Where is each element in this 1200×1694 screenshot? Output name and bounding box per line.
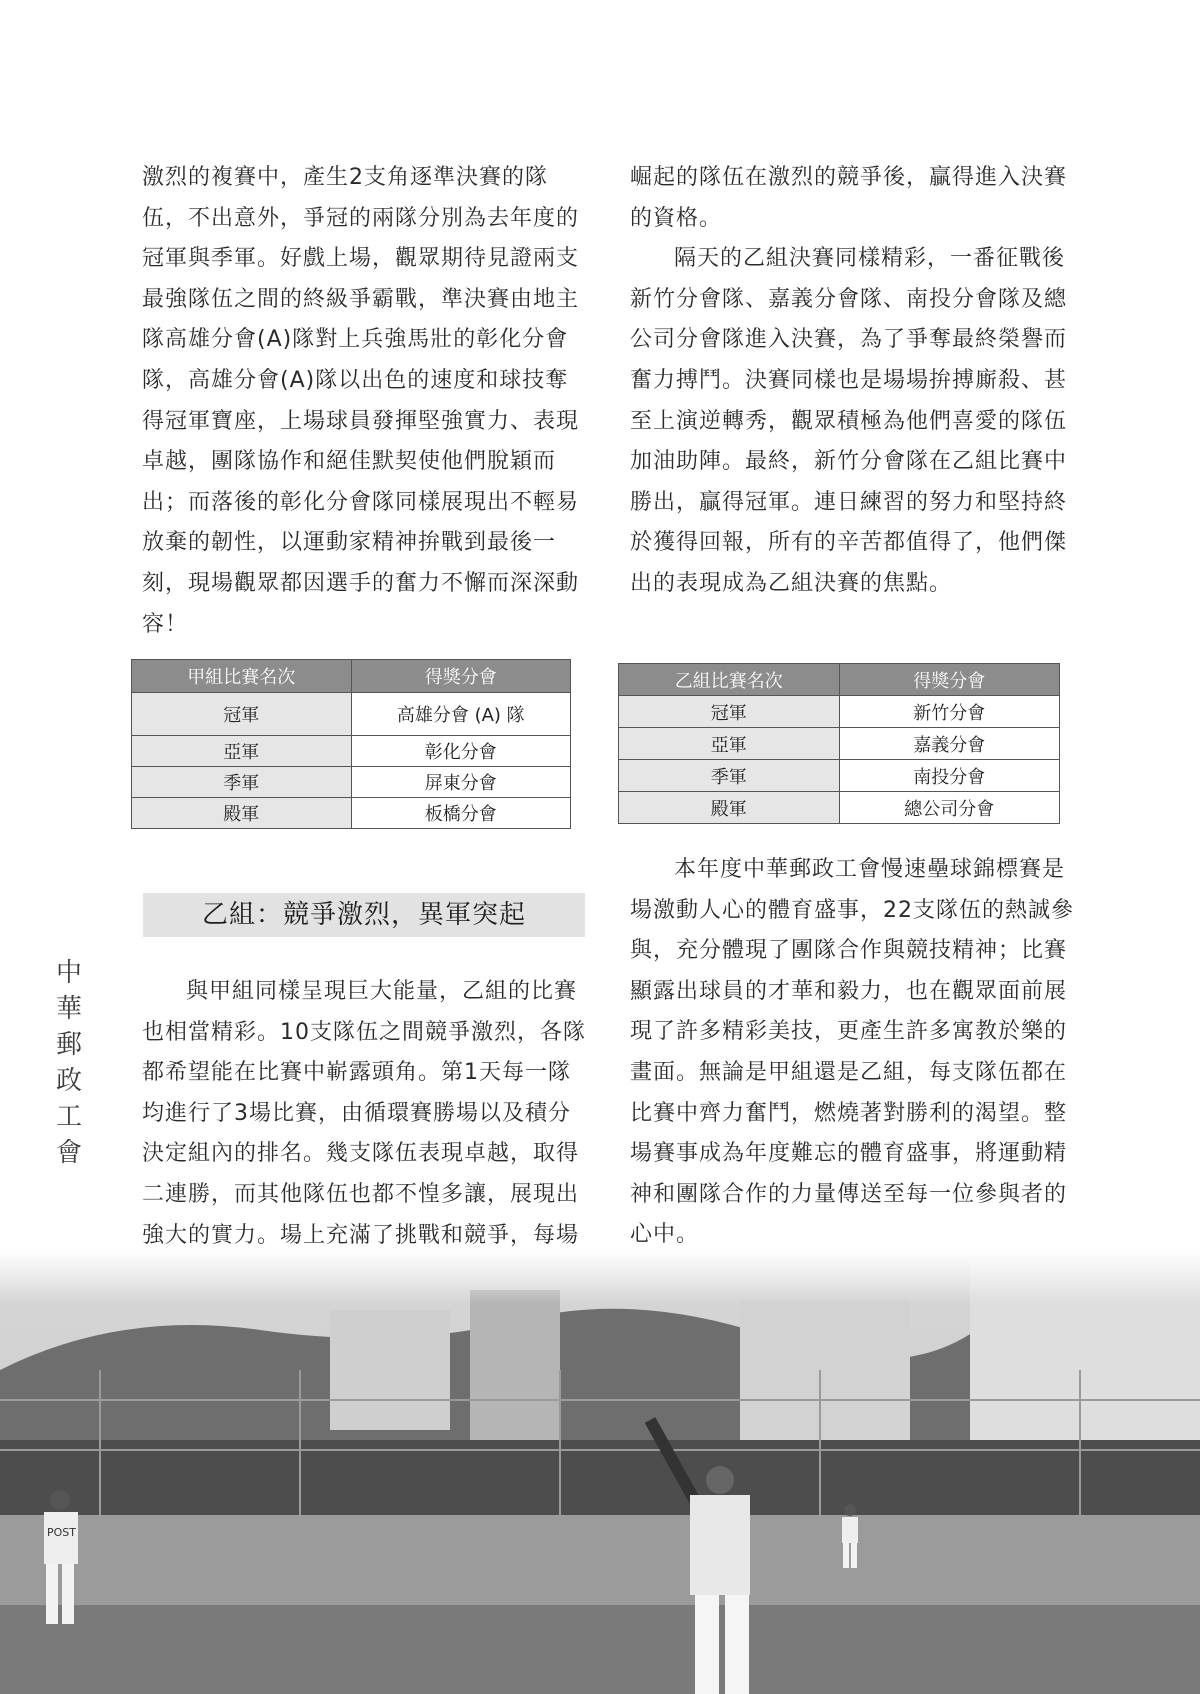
rank-cell: 冠軍 bbox=[619, 696, 840, 728]
branch-cell: 南投分會 bbox=[839, 760, 1060, 792]
rank-cell: 殿軍 bbox=[619, 792, 840, 824]
table-header: 得獎分會 bbox=[839, 664, 1060, 696]
branch-cell: 板橋分會 bbox=[351, 798, 571, 829]
side-title-char: 工 bbox=[55, 1102, 82, 1132]
vertical-side-title bbox=[52, 955, 86, 1171]
table-header: 得獎分會 bbox=[351, 660, 571, 693]
table-row bbox=[619, 696, 1060, 728]
photo-fade bbox=[0, 1250, 1200, 1694]
branch-cell: 彰化分會 bbox=[351, 736, 571, 767]
table-row bbox=[619, 728, 1060, 760]
branch-cell: 高雄分會 (A) 隊 bbox=[351, 693, 571, 736]
body-paragraph: 隔天的乙組決賽同樣精彩，一番征戰後新竹分會隊、嘉義分會隊、南投分會隊及總公司分會隊進入決賽，為了爭奪最終榮譽而奮力搏鬥。決賽同樣也是場場拚搏廝殺、甚至上演逆轉秀，觀眾積極為他們喜愛的隊伍加油助陣。最終，新竹分會隊在乙組比賽中勝出，贏得冠軍。連日練習的努力和堅持終於獲得回報，所有的辛苦都值得了，他們傑出的表現成為乙組決賽的焦點。 bbox=[630, 246, 1068, 596]
branch-cell: 新竹分會 bbox=[839, 696, 1060, 728]
branch-cell: 總公司分會 bbox=[839, 792, 1060, 824]
side-title-char: 會 bbox=[55, 1138, 82, 1168]
group-b-results-table bbox=[618, 663, 1060, 824]
rank-cell: 冠軍 bbox=[132, 693, 352, 736]
body-paragraph: 激烈的複賽中，產生2支角逐準決賽的隊伍，不出意外，爭冠的兩隊分別為去年度的冠軍與季軍。好戲上場，觀眾期待見證兩支最強隊伍之間的終級爭霸戰，準決賽由地主隊高雄分會(A)隊對上兵強馬壯的彰化分會隊，高雄分會(A)隊以出色的速度和球技奪得冠軍寶座，上場球員發揮堅強實力、表現卓越，團隊協作和絕佳默契使他們脫穎而出；而落後的彰化分會隊同樣展現出不輕易放棄的韌性，以運動家精神拚戰到最後一刻，現場觀眾都因選手的奮力不懈而深深動容！ bbox=[142, 165, 580, 637]
side-title-char: 華 bbox=[55, 994, 82, 1024]
table-row bbox=[132, 693, 571, 736]
section-heading: 乙組：競爭激烈，異軍突起 bbox=[143, 893, 585, 937]
rank-cell: 亞軍 bbox=[619, 728, 840, 760]
rank-cell: 季軍 bbox=[619, 760, 840, 792]
table-row bbox=[132, 798, 571, 829]
table-row bbox=[132, 767, 571, 798]
table-header: 甲組比賽名次 bbox=[132, 660, 352, 693]
side-title-char: 中 bbox=[55, 958, 82, 988]
right-column-top bbox=[630, 158, 1078, 605]
body-paragraph: 崛起的隊伍在激烈的競爭後，贏得進入決賽的資格。 bbox=[630, 165, 1068, 231]
table-row bbox=[619, 760, 1060, 792]
rank-cell: 亞軍 bbox=[132, 736, 352, 767]
body-paragraph: 本年度中華郵政工會慢速壘球錦標賽是場激動人心的體育盛事，22支隊伍的熱誠參與，充分體現了團隊合作與競技精神；比賽顯露出球員的才華和毅力，也在觀眾面前展現了許多精彩美技，更產生許多寓教於樂的畫面。無論是甲組還是乙組，每支隊伍都在比賽中齊力奮鬥，燃燒著對勝利的渴望。整場賽事成為年度難忘的體育盛事，將運動精神和團隊合作的力量傳送至每一位參與者的心中。 bbox=[630, 857, 1074, 1248]
table-row bbox=[132, 736, 571, 767]
side-title-char: 政 bbox=[55, 1066, 82, 1096]
rank-cell: 季軍 bbox=[132, 767, 352, 798]
side-title-char: 郵 bbox=[55, 1030, 82, 1060]
table-header: 乙組比賽名次 bbox=[619, 664, 840, 696]
right-column-bottom bbox=[630, 850, 1078, 1256]
body-paragraph: 與甲組同樣呈現巨大能量，乙組的比賽也相當精彩。10支隊伍之間競爭激烈，各隊都希望能在比賽中嶄露頭角。第1天每一隊均進行了3場比賽，由循環賽勝場以及積分決定組內的排名。幾支隊伍表現卓越，取得二連勝，而其他隊伍也都不惶多讓，展現出強大的實力。場上充滿了挑戰和競爭，每場 bbox=[142, 979, 586, 1248]
rank-cell: 殿軍 bbox=[132, 798, 352, 829]
table-row bbox=[619, 792, 1060, 824]
baseball-field-photo bbox=[0, 1250, 1200, 1694]
branch-cell: 屏東分會 bbox=[351, 767, 571, 798]
group-a-results-table bbox=[131, 659, 571, 829]
branch-cell: 嘉義分會 bbox=[839, 728, 1060, 760]
left-column-top bbox=[142, 158, 590, 645]
